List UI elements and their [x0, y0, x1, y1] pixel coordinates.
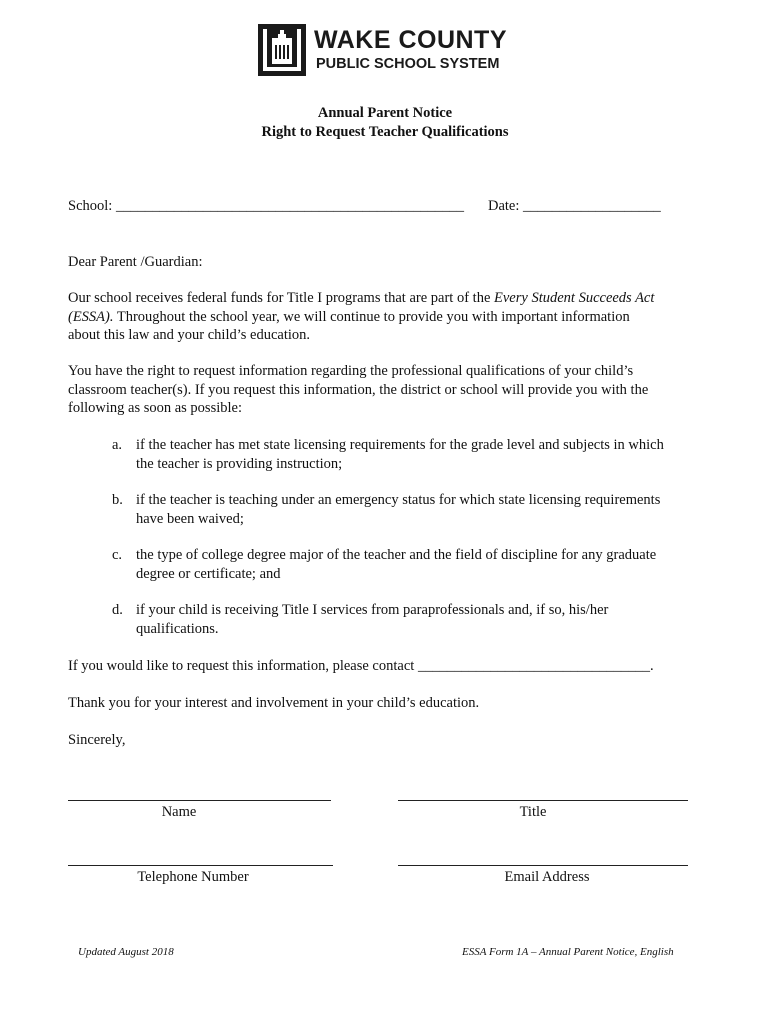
paragraph-rights: [68, 362, 708, 418]
list-marker: c.: [112, 547, 123, 563]
list-item-line: degree or certificate; and: [136, 565, 281, 582]
paragraph-line: You have the right to request information regarding the professional qualifications of your child’s: [68, 363, 634, 379]
name-label: Name: [161, 804, 197, 820]
notice-subtitle: Right to Request Teacher Qualifications: [261, 124, 509, 140]
list-item-line: if the teacher is teaching under an emergency status for which state licensing requirements: [136, 492, 661, 508]
school-field[interactable]: [68, 197, 464, 216]
list-item-line: have been waived;: [136, 510, 244, 527]
list-item-line: the teacher is providing instruction;: [136, 455, 343, 472]
phone-signature-line[interactable]: [68, 865, 333, 866]
text-run: Throughout the school year, we will continue to provide you with important information: [113, 308, 630, 325]
title-label: Title: [519, 804, 547, 820]
list-item-line: if the teacher has met state licensing requirements for the grade level and subjects in which: [136, 437, 664, 453]
act-name: Every Student Succeeds Act: [494, 290, 655, 306]
paragraph-line: following as soon as possible:: [68, 400, 242, 416]
logo-text-line2: PUBLIC SCHOOL SYSTEM: [316, 56, 500, 72]
name-signature-line[interactable]: [68, 800, 331, 801]
contact-text: If you would like to request this information, please contact: [68, 658, 418, 674]
paragraph-line: [68, 308, 708, 327]
title-signature-line[interactable]: [398, 800, 688, 801]
list-item-line: the type of college degree major of the teacher and the field of discipline for any graduate: [136, 547, 657, 563]
paragraph-line: classroom teacher(s). If you request this information, the district or school will provide you with the: [68, 381, 649, 398]
list-item-line: if your child is receiving Title I services from paraprofessionals and, if so, his/her: [136, 602, 609, 618]
paragraph-line: [68, 289, 708, 308]
closing: Sincerely,: [68, 732, 126, 748]
act-abbreviation: (ESSA).: [68, 308, 114, 325]
thanks-line: Thank you for your interest and involvement in your child’s education.: [68, 695, 480, 711]
contact-blank[interactable]: ________________________________.: [417, 658, 654, 674]
salutation: Dear Parent /Guardian:: [68, 254, 203, 270]
footer-updated: Updated August 2018: [78, 946, 174, 958]
email-label: Email Address: [504, 869, 590, 885]
school-emblem-icon: [258, 24, 306, 76]
list-item: [136, 601, 696, 638]
list-marker: d.: [112, 602, 123, 618]
list-item: [136, 491, 696, 528]
date-field[interactable]: [488, 197, 661, 216]
logo-text-line1: WAKE COUNTY: [314, 26, 507, 54]
phone-label: Telephone Number: [137, 869, 249, 885]
notice-title: Annual Parent Notice: [317, 105, 453, 121]
list-item: [136, 546, 696, 583]
contact-line: [68, 657, 654, 676]
date-label: Date:: [488, 198, 520, 214]
list-marker: a.: [112, 437, 123, 453]
text-run: Our school receives federal funds for Title I programs that are part of the: [68, 290, 495, 306]
paragraph-funding: [68, 289, 708, 345]
list-marker: b.: [112, 492, 123, 508]
date-blank[interactable]: ___________________: [523, 198, 661, 214]
wcpss-logo: [258, 24, 508, 78]
school-label: School:: [68, 198, 113, 214]
school-blank[interactable]: ________________________________________________: [115, 198, 464, 214]
list-item: [136, 436, 696, 473]
list-item-line: qualifications.: [136, 620, 219, 637]
paragraph-line: about this law and your child’s education.: [68, 327, 311, 343]
footer-form-id: ESSA Form 1A – Annual Parent Notice, English: [462, 946, 674, 958]
email-signature-line[interactable]: [398, 865, 688, 866]
